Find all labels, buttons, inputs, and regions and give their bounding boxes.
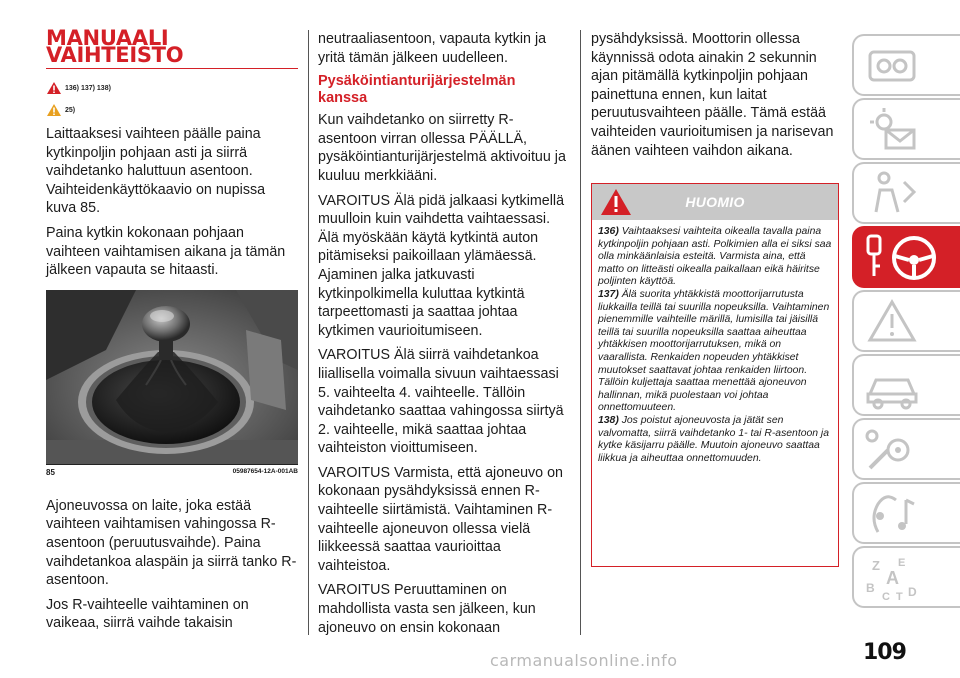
figure-caption-bar: [46, 464, 298, 479]
title-underline: [46, 68, 298, 69]
svg-text:C: C: [882, 591, 890, 603]
tab-index[interactable]: [852, 546, 960, 608]
column-right: [591, 30, 839, 166]
notice-item-label: 136): [598, 226, 619, 237]
paragraph: Laittaaksesi vaihteen päälle paina kytkinpoljin pohjaan asti ja siirrä vaihdetanko haluttuun asentoon. Vaihteidenkäyttökaavio on nupissa kuva 85.: [46, 126, 266, 217]
notice-item-138: [598, 415, 832, 465]
tab-dashboard[interactable]: [852, 34, 960, 96]
paragraph: Jos R-vaihteelle vaihtaminen on vaikeaa, siirrä vaihde takaisin: [46, 596, 249, 632]
alphabet-index-icon: [862, 552, 922, 604]
warning-paragraph: VAROITUS Älä siirrä vaihdetankoa liiallisella voimalla sivuun vaihtaessasi 5. vaihteelta 4. vaihteelle. Tällöin vaihdetanko saattaa vahingossa siirtyä 2. vaihteelle, mikä saattaa johtaa vaihteiston vioittumiseen.: [318, 347, 564, 457]
svg-text:A: A: [886, 568, 899, 588]
paragraph: neutraaliasentoon, vapauta kytkin ja yritä tämän jälkeen uudelleen.: [318, 31, 547, 66]
svg-text:B: B: [866, 581, 875, 595]
svg-text:T: T: [896, 591, 903, 603]
car-dashboard-icon: [862, 40, 922, 92]
notice-item-label: 138): [598, 414, 619, 426]
subheading: Pysäköintianturijärjestelmän kanssa: [318, 73, 516, 107]
lights-mail-icon: [862, 104, 922, 156]
tab-multimedia[interactable]: [852, 482, 960, 544]
notice-item-137: [598, 289, 832, 415]
svg-text:E: E: [898, 557, 906, 569]
figure-number: 85: [46, 467, 55, 477]
notice-item-text: Jos poistut ajoneuvosta ja jätät sen valvomatta, siirrä vaihdetanko 1- tai R-asentoon ja kytke käsijarru päälle. Muutoin ajoneuvo saattaa liikkua ja aiheuttaa onnettomuuden.: [598, 414, 830, 464]
music-navigation-icon: [862, 488, 922, 540]
caution-triangle-icon: [46, 103, 62, 117]
svg-text:Z: Z: [872, 558, 880, 573]
key-steering-wheel-icon: [862, 232, 942, 284]
svg-text:D: D: [908, 585, 917, 599]
notice-title: HUOMIO: [685, 194, 745, 210]
tab-technical-data[interactable]: [852, 418, 960, 480]
warning-refs-text: 136) 137) 138): [65, 84, 111, 92]
warning-paragraph: VAROITUS Varmista, että ajoneuvo on kokonaan pysähdyksissä ennen R-vaihteelle siirtämistä. Vaihtaminen R-vaihteelle ajoneuvon ollessa vielä liikkeessä saattaa vaurioittaa vaihteistoa.: [318, 464, 564, 574]
warning-paragraph: VAROITUS Peruuttaminen on mahdollista vasta sen jälkeen, kun ajoneuvo on ensin kokonaan: [318, 582, 536, 636]
tab-maintenance[interactable]: [852, 354, 960, 416]
gear-shifter-photo: [46, 290, 298, 464]
column-divider: [308, 30, 309, 635]
seat-airbag-icon: [862, 168, 922, 220]
warning-triangle-icon: [46, 81, 62, 95]
gear-shifter-illustration: [46, 290, 298, 464]
column-middle: [318, 30, 568, 643]
tab-safety[interactable]: [852, 162, 960, 224]
notice-box: [591, 183, 839, 567]
paragraph: Ajoneuvossa on laite, joka estää vaihteen vaihtamisen vahingossa R-asentoon (peruutusvaihde). Paina vaihdetankoa alaspäin ja siirrä tanko R-asentoon.: [46, 497, 297, 589]
tab-starting-driving[interactable]: [852, 226, 960, 288]
tab-emergency[interactable]: [852, 290, 960, 352]
watermark: carmanualsonline.info: [490, 651, 678, 670]
notice-item-text: Vaihtaaksesi vaihteita oikealla tavalla paina kytkinpoljin pohjaan asti. Polkimien alla ei siksi saa olla minkäänlaisia esteitä. Varmista aina, että matto on litteästi oikealla paikallaan eikä häiritse poljinten käyttöä.: [598, 226, 832, 288]
paragraph: Paina kytkin kokonaan pohjaan vaihteen vaihtamisen aikana ja tämän jälkeen vapauta se hitaasti.: [46, 224, 286, 279]
column-divider: [580, 30, 581, 635]
section-title-line1: MANUAALI: [46, 26, 169, 50]
car-service-icon: [862, 360, 922, 412]
warning-refs-136-138: [46, 81, 298, 95]
column-left: [46, 26, 298, 639]
warning-paragraph: VAROITUS Älä pidä jalkaasi kytkimellä muulloin kuin vaihdetta vaihtaessasi. Älä myöskään käytä kytkintä auton pitämiseksi paikoillaan ylämäessä. Ajaminen jalka jatkuvasti kytkinpolkimella kuluttaa kytkintä tarpeettomasti ja saattaa johtaa kytkimen vaurioitumiseen.: [318, 192, 565, 339]
page-number: 109: [863, 640, 906, 665]
section-title-line2: VAIHTEISTO: [46, 43, 184, 67]
notice-item-text: Älä suorita yhtäkkistä moottorijarrutusta liukkailla teillä tai suurilla nopeuksilla. Vaihtaminen pienemmille vaihteille märillä, lumisilla tai jäisillä teillä tai suurilla nopeuksilla saattaa aiheuttaa yhtäkkisen moottorijarrutuksen, mikä on vaarallista. Renkaiden nopeuden yhtäkkiset muutokset saattavat johtaa renkaiden liirtoon. Tällöin kuljettaja saattaa menettää ajoneuvon hallinnan, mikä puolestaan voi johtaa onnettomuuteen.: [598, 288, 830, 414]
caution-refs-text: 25): [65, 106, 76, 114]
notice-header: [592, 184, 838, 220]
figure-code: 05987654-12A-001AB: [232, 467, 298, 475]
paragraph: pysähdyksissä. Moottorin ollessa käynnissä odota ainakin 2 sekunnin ajan pitämällä kytkinpoljin pohjaan painettuna ennen, kun laitat peruutusvaihteen päälle. Tämä estää vaihteiden vaurioitumisen ja narisevan äänen vaihteen vaihdon aikana.: [591, 31, 834, 159]
wrench-gear-icon: [862, 424, 922, 476]
notice-item-136: [598, 226, 832, 289]
warning-triangle-icon: [862, 296, 922, 348]
notice-item-label: 137): [598, 288, 619, 300]
tab-lights[interactable]: [852, 98, 960, 160]
notice-body: [592, 220, 838, 465]
paragraph: Kun vaihdetanko on siirretty R-asentoon virran ollessa PÄÄLLÄ, pysäköintianturijärjestelmä aktivoituu ja kuuluu merkkiääni.: [318, 112, 566, 184]
caution-refs-25: [46, 103, 298, 117]
